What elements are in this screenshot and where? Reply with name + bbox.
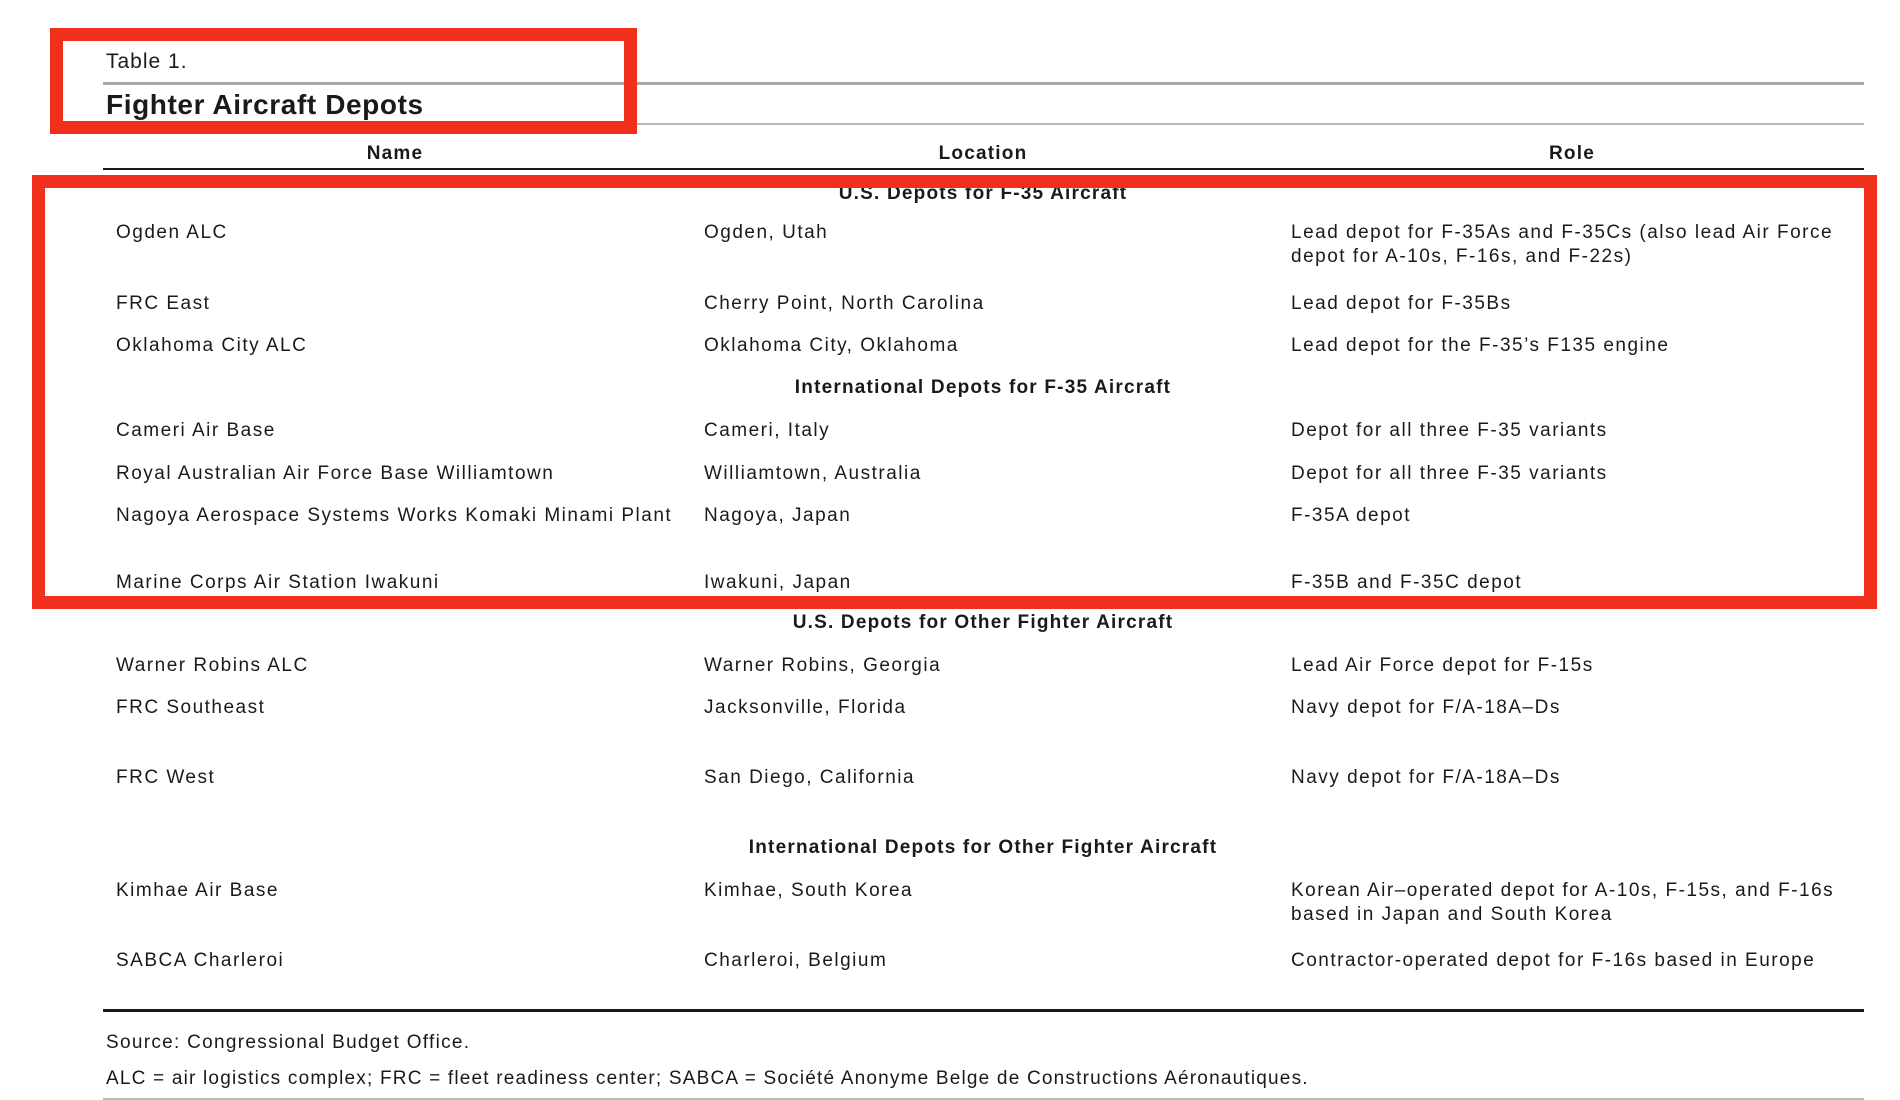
row-location: Iwakuni, Japan xyxy=(704,572,852,593)
row-role: Lead Air Force depot for F-15s xyxy=(1291,655,1594,676)
highlight-box-title xyxy=(50,28,637,134)
row-name: Warner Robins ALC xyxy=(116,655,309,676)
column-header-role: Role xyxy=(1549,143,1595,164)
row-name: SABCA Charleroi xyxy=(116,950,285,971)
row-location: Nagoya, Japan xyxy=(704,505,852,526)
row-location: Warner Robins, Georgia xyxy=(704,655,942,676)
row-location: Oklahoma City, Oklahoma xyxy=(704,335,959,356)
row-location: Williamtown, Australia xyxy=(704,463,922,484)
row-name: Marine Corps Air Station Iwakuni xyxy=(116,572,440,593)
row-role: Contractor-operated depot for F-16s based in Europe xyxy=(1291,950,1816,971)
row-location: Cameri, Italy xyxy=(704,420,831,441)
row-role: Depot for all three F-35 variants xyxy=(1291,420,1608,441)
column-header-location: Location xyxy=(938,143,1028,164)
header-rule xyxy=(103,168,1864,170)
row-name: Nagoya Aerospace Systems Works Komaki Minami Plant xyxy=(116,505,673,526)
row-location: Kimhae, South Korea xyxy=(704,880,914,901)
row-role: Lead depot for F-35Bs xyxy=(1291,293,1512,314)
row-role: Navy depot for F/A-18A–Ds xyxy=(1291,697,1561,718)
row-name: FRC East xyxy=(116,293,211,314)
row-name: Oklahoma City ALC xyxy=(116,335,308,356)
row-name: Cameri Air Base xyxy=(116,420,276,441)
row-location: Cherry Point, North Carolina xyxy=(704,293,985,314)
source-note: Source: Congressional Budget Office. xyxy=(106,1032,471,1053)
row-role: Lead depot for the F-35’s F135 engine xyxy=(1291,335,1670,356)
row-role: Depot for all three F-35 variants xyxy=(1291,463,1608,484)
row-role: F-35B and F-35C depot xyxy=(1291,572,1523,593)
table-label: Table 1. xyxy=(106,50,188,73)
row-role: Navy depot for F/A-18A–Ds xyxy=(1291,767,1561,788)
row-role: F-35A depot xyxy=(1291,505,1412,526)
row-name: Ogden ALC xyxy=(116,222,228,243)
row-role: Lead depot for F-35As and F-35Cs (also lead Air Force depot for A-10s, F-16s, and F-22s) xyxy=(1291,222,1834,267)
row-name: FRC Southeast xyxy=(116,697,266,718)
highlight-box-f35-depots xyxy=(32,175,1877,609)
section-heading-us-f35: U.S. Depots for F-35 Aircraft xyxy=(838,183,1128,204)
section-heading-intl-f35: International Depots for F-35 Aircraft xyxy=(794,377,1172,398)
row-location: Jacksonville, Florida xyxy=(704,697,907,718)
column-header-name: Name xyxy=(366,143,424,164)
section-heading-us-other: U.S. Depots for Other Fighter Aircraft xyxy=(792,612,1174,633)
row-name: FRC West xyxy=(116,767,216,788)
table-title: Fighter Aircraft Depots xyxy=(106,89,424,120)
row-name: Kimhae Air Base xyxy=(116,880,279,901)
row-name: Royal Australian Air Force Base Williamtown xyxy=(116,463,555,484)
row-role: Korean Air–operated depot for A-10s, F-15s, and F-16s based in Japan and South Korea xyxy=(1291,880,1835,925)
table-end-rule xyxy=(103,1009,1864,1012)
row-location: Ogden, Utah xyxy=(704,222,829,243)
row-location: San Diego, California xyxy=(704,767,916,788)
section-heading-intl-other: International Depots for Other Fighter Aircraft xyxy=(748,837,1218,858)
row-location: Charleroi, Belgium xyxy=(704,950,888,971)
abbreviations-note: ALC = air logistics complex; FRC = fleet readiness center; SABCA = Société Anonyme Belge de Constructions Aéronautiques. xyxy=(106,1068,1309,1089)
